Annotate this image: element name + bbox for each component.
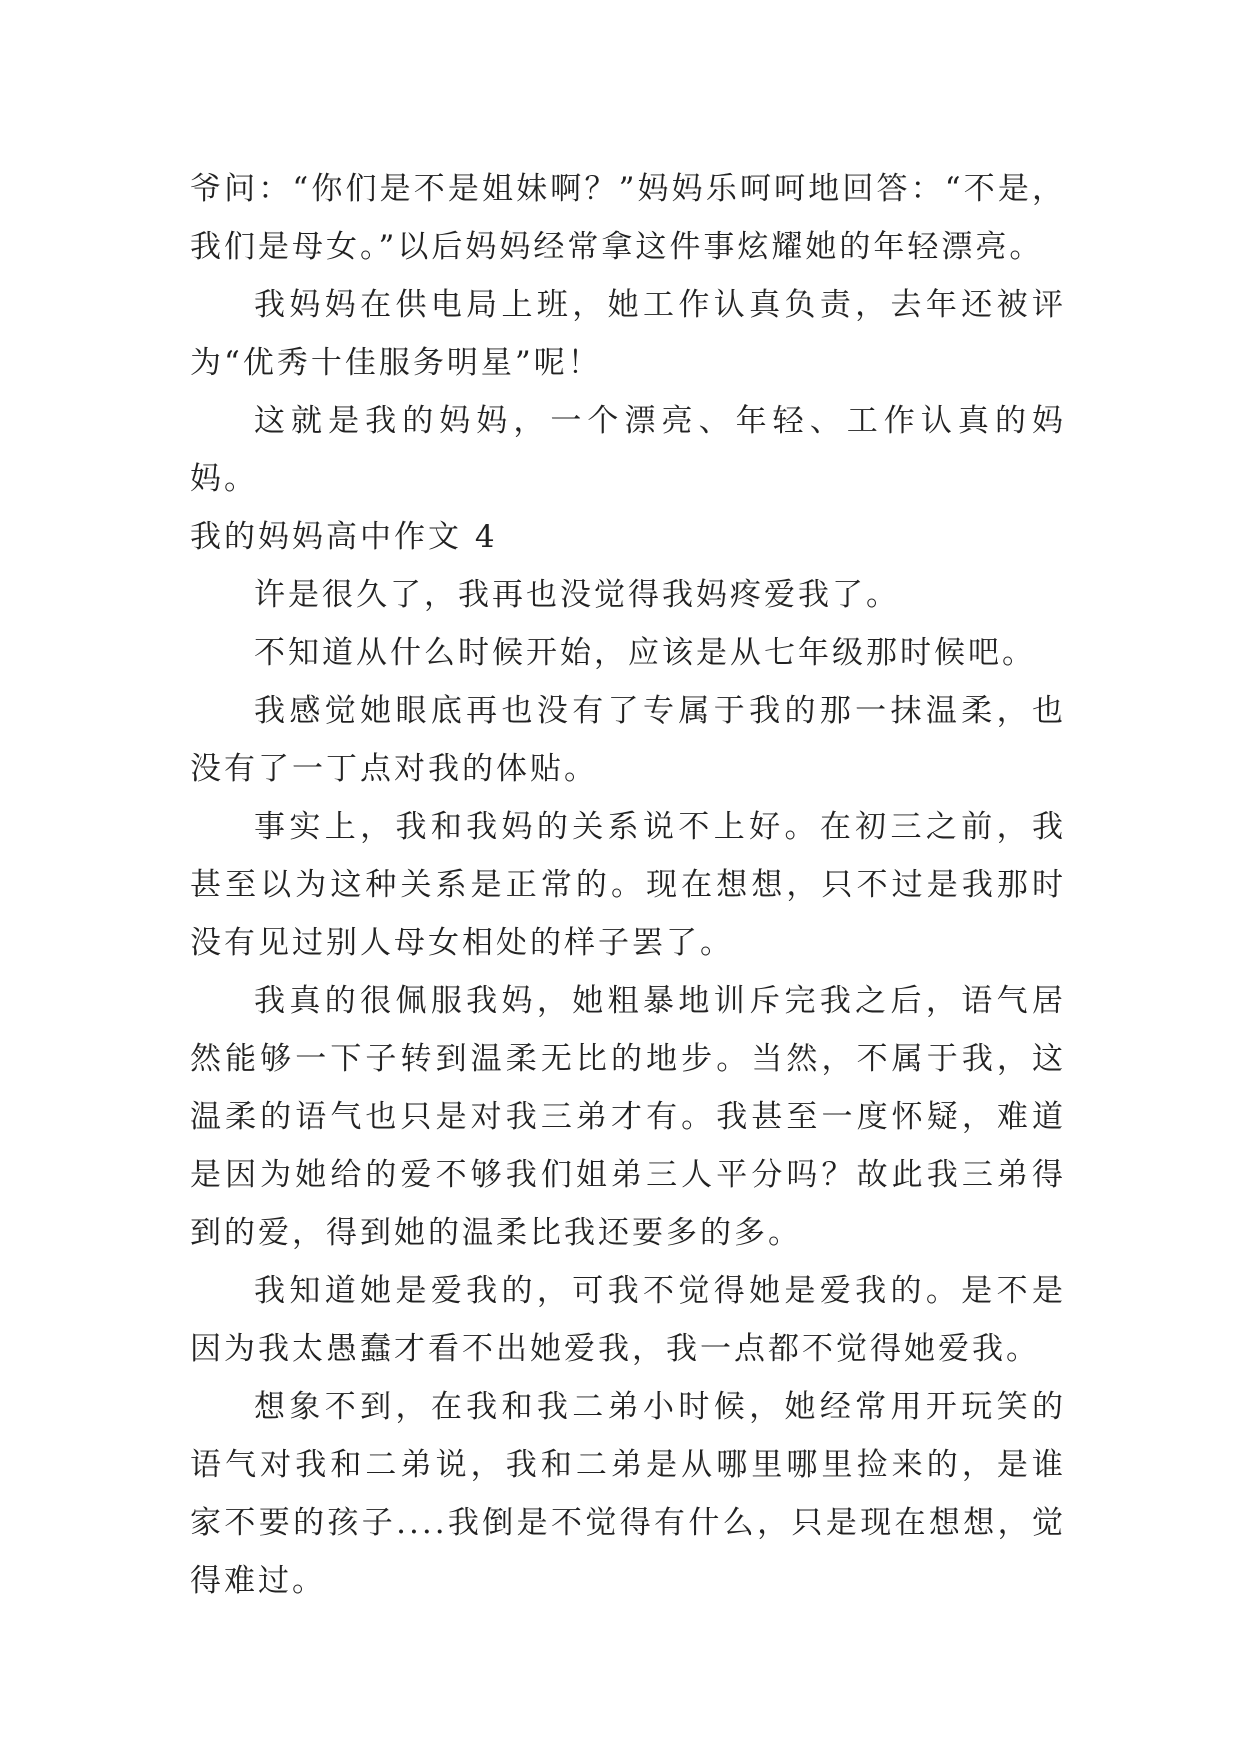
paragraph-3: 这就是我的妈妈，一个漂亮、年轻、工作认真的妈妈。 [190, 403, 1066, 497]
essay-heading: 我的妈妈高中作文 4 [190, 519, 498, 555]
paragraph-8: 事实上，我和我妈的关系说不上好。在初三之前，我甚至以为这种关系是正常的。现在想想，只不过是我那时没有见过别人母女相处的样子罢了。 [190, 809, 1066, 961]
paragraph-1: 爷问：“你们是不是姐妹啊？”妈妈乐呵呵地回答：“不是，我们是母女。”以后妈妈经常拿这件事炫耀她的年轻漂亮。 [190, 171, 1066, 265]
essay-body [190, 160, 1066, 1610]
paragraph-6: 不知道从什么时候开始，应该是从七年级那时候吧。 [254, 635, 1036, 671]
paragraph-10: 我知道她是爱我的，可我不觉得她是爱我的。是不是因为我太愚蠢才看不出她爱我，我一点都不觉得她爱我。 [190, 1273, 1066, 1367]
paragraph-2: 我妈妈在供电局上班，她工作认真负责，去年还被评为“优秀十佳服务明星”呢！ [190, 287, 1066, 381]
paragraph-11: 想象不到，在我和我二弟小时候，她经常用开玩笑的语气对我和二弟说，我和二弟是从哪里哪里捡来的，是谁家不要的孩子....我倒是不觉得有什么，只是现在想想，觉得难过。 [190, 1389, 1066, 1599]
paragraph-7: 我感觉她眼底再也没有了专属于我的那一抹温柔，也没有了一丁点对我的体贴。 [190, 693, 1066, 787]
paragraph-5: 许是很久了，我再也没觉得我妈疼爱我了。 [254, 577, 900, 613]
paragraph-9: 我真的很佩服我妈，她粗暴地训斥完我之后，语气居然能够一下子转到温柔无比的地步。当然，不属于我，这温柔的语气也只是对我三弟才有。我甚至一度怀疑，难道是因为她给的爱不够我们姐弟三人平分吗？故此我三弟得到的爱，得到她的温柔比我还要多的多。 [190, 983, 1066, 1251]
